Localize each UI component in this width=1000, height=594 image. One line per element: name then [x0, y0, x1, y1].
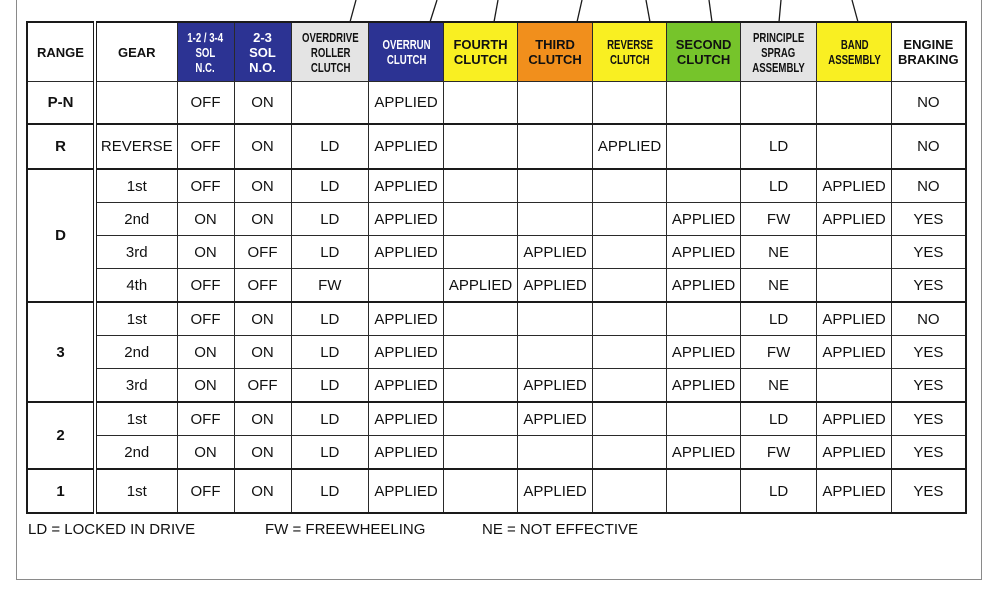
- table-cell: [667, 302, 741, 336]
- header-overrun-clutch: OVERRUN CLUTCH: [369, 22, 444, 82]
- table-cell: ON: [234, 336, 291, 369]
- table-cell: APPLIED: [369, 203, 444, 236]
- table-cell: YES: [892, 436, 966, 470]
- table-cell: APPLIED: [444, 269, 518, 303]
- table-cell: APPLIED: [817, 302, 892, 336]
- table-cell: ON: [177, 203, 234, 236]
- table-row: [27, 436, 966, 470]
- table-cell: [667, 402, 741, 436]
- legend-ld: LD = LOCKED IN DRIVE: [28, 521, 196, 538]
- table-row: [27, 236, 966, 269]
- gear-cell: 2nd: [95, 436, 177, 470]
- table-row: [27, 402, 966, 436]
- table-cell: APPLIED: [817, 169, 892, 203]
- table-cell: YES: [892, 236, 966, 269]
- table-cell: FW: [741, 203, 817, 236]
- table-cell: [593, 82, 667, 125]
- clutch-application-chart: [26, 21, 967, 514]
- gear-cell: 1st: [95, 169, 177, 203]
- table-cell: [518, 302, 593, 336]
- table-cell: APPLIED: [817, 436, 892, 470]
- table-cell: YES: [892, 369, 966, 403]
- header-range: RANGE: [27, 22, 95, 82]
- range-label: P-N: [27, 82, 95, 125]
- table-cell: NE: [741, 236, 817, 269]
- range-label: 3: [27, 302, 95, 402]
- table-cell: LD: [741, 469, 817, 513]
- table-cell: YES: [892, 203, 966, 236]
- table-cell: OFF: [177, 169, 234, 203]
- gear-cell: REVERSE: [95, 124, 177, 169]
- table-cell: APPLIED: [518, 469, 593, 513]
- table-cell: APPLIED: [667, 436, 741, 470]
- table-cell: LD: [291, 236, 369, 269]
- table-cell: LD: [291, 336, 369, 369]
- table-row: [27, 203, 966, 236]
- header-reverse-clutch: REVERSE CLUTCH: [593, 22, 667, 82]
- table-cell: [817, 82, 892, 125]
- header-band-assembly: BAND ASSEMBLY: [817, 22, 892, 82]
- table-cell: LD: [291, 469, 369, 513]
- table-row: [27, 124, 966, 169]
- gear-cell: 3rd: [95, 369, 177, 403]
- table-cell: YES: [892, 336, 966, 369]
- table-row: [27, 302, 966, 336]
- table-row: [27, 82, 966, 125]
- table-cell: [593, 169, 667, 203]
- header-gear: GEAR: [95, 22, 177, 82]
- table-cell: [741, 82, 817, 125]
- table-cell: APPLIED: [369, 169, 444, 203]
- table-cell: ON: [177, 336, 234, 369]
- table-cell: [444, 302, 518, 336]
- range-label: R: [27, 124, 95, 169]
- table-cell: APPLIED: [667, 269, 741, 303]
- table-cell: [291, 82, 369, 125]
- gear-cell: 3rd: [95, 236, 177, 269]
- table-cell: APPLIED: [593, 124, 667, 169]
- table-cell: [593, 369, 667, 403]
- header-row: [27, 22, 966, 82]
- table-cell: LD: [741, 169, 817, 203]
- header-engine-braking: ENGINE BRAKING: [892, 22, 966, 82]
- table-cell: LD: [291, 169, 369, 203]
- range-label: D: [27, 169, 95, 302]
- gear-cell: 1st: [95, 402, 177, 436]
- table-cell: [518, 436, 593, 470]
- table-cell: [369, 269, 444, 303]
- table-cell: APPLIED: [369, 469, 444, 513]
- header-sol-12-34: 1-2 / 3-4 SOL N.C.: [177, 22, 234, 82]
- table-cell: LD: [741, 402, 817, 436]
- table-cell: APPLIED: [369, 82, 444, 125]
- table-cell: LD: [291, 124, 369, 169]
- table-cell: APPLIED: [369, 336, 444, 369]
- table-row: [27, 369, 966, 403]
- table-cell: NO: [892, 82, 966, 125]
- header-principle-sprag-assembly: PRINCIPLE SPRAG ASSEMBLY: [741, 22, 817, 82]
- gear-cell: 1st: [95, 302, 177, 336]
- table-cell: [444, 402, 518, 436]
- table-cell: [518, 336, 593, 369]
- table-cell: ON: [234, 169, 291, 203]
- table-cell: [593, 402, 667, 436]
- table-cell: YES: [892, 402, 966, 436]
- table-row: [27, 469, 966, 513]
- table-cell: APPLIED: [667, 369, 741, 403]
- table-row: [27, 336, 966, 369]
- table-cell: YES: [892, 269, 966, 303]
- table-cell: [667, 169, 741, 203]
- table-cell: [667, 469, 741, 513]
- header-overdrive-roller-clutch: OVERDRIVE ROLLER CLUTCH: [291, 22, 369, 82]
- table-cell: APPLIED: [817, 469, 892, 513]
- table-cell: ON: [177, 236, 234, 269]
- table-cell: APPLIED: [369, 436, 444, 470]
- table-cell: [667, 124, 741, 169]
- table-cell: [518, 82, 593, 125]
- table-row: [27, 269, 966, 303]
- legend-ne: NE = NOT EFFECTIVE: [482, 521, 638, 538]
- table-cell: OFF: [234, 369, 291, 403]
- table-cell: APPLIED: [369, 236, 444, 269]
- table-cell: OFF: [234, 269, 291, 303]
- table-cell: [444, 369, 518, 403]
- table-cell: APPLIED: [369, 124, 444, 169]
- table-cell: [593, 436, 667, 470]
- header-sol-23: 2-3 SOL N.O.: [234, 22, 291, 82]
- table-cell: NO: [892, 169, 966, 203]
- table-cell: NO: [892, 302, 966, 336]
- table-cell: FW: [741, 336, 817, 369]
- table-cell: APPLIED: [817, 336, 892, 369]
- table-cell: LD: [291, 203, 369, 236]
- table-cell: APPLIED: [518, 236, 593, 269]
- table-cell: [593, 236, 667, 269]
- table-cell: NE: [741, 369, 817, 403]
- table-cell: [518, 124, 593, 169]
- gear-cell: [95, 82, 177, 125]
- table-cell: [444, 169, 518, 203]
- table-cell: OFF: [234, 236, 291, 269]
- table-cell: OFF: [177, 269, 234, 303]
- table-cell: NO: [892, 124, 966, 169]
- table-cell: APPLIED: [518, 269, 593, 303]
- header-third-clutch: THIRD CLUTCH: [518, 22, 593, 82]
- table-cell: APPLIED: [518, 369, 593, 403]
- table-cell: APPLIED: [369, 302, 444, 336]
- table-cell: [817, 269, 892, 303]
- table-cell: ON: [177, 369, 234, 403]
- table-cell: APPLIED: [518, 402, 593, 436]
- table-cell: [667, 82, 741, 125]
- table-cell: APPLIED: [817, 203, 892, 236]
- table-cell: APPLIED: [369, 369, 444, 403]
- table-cell: [593, 269, 667, 303]
- table-cell: APPLIED: [817, 402, 892, 436]
- table-cell: [593, 203, 667, 236]
- header-fourth-clutch: FOURTH CLUTCH: [444, 22, 518, 82]
- table-cell: ON: [234, 302, 291, 336]
- table-cell: [444, 436, 518, 470]
- table-cell: [444, 336, 518, 369]
- table-cell: OFF: [177, 469, 234, 513]
- table-cell: [518, 203, 593, 236]
- table-cell: ON: [234, 124, 291, 169]
- range-label: 2: [27, 402, 95, 469]
- table-cell: [444, 124, 518, 169]
- gear-cell: 4th: [95, 269, 177, 303]
- table-cell: NE: [741, 269, 817, 303]
- table-cell: APPLIED: [369, 402, 444, 436]
- header-second-clutch: SECOND CLUTCH: [667, 22, 741, 82]
- table-cell: [593, 469, 667, 513]
- table-cell: LD: [291, 369, 369, 403]
- table-cell: APPLIED: [667, 203, 741, 236]
- table-cell: LD: [291, 436, 369, 470]
- legend-fw: FW = FREEWHEELING: [265, 521, 426, 538]
- table-cell: [444, 469, 518, 513]
- table-cell: LD: [741, 302, 817, 336]
- table-cell: FW: [741, 436, 817, 470]
- table-cell: [518, 169, 593, 203]
- table-cell: [593, 336, 667, 369]
- table-cell: [444, 203, 518, 236]
- table-cell: LD: [741, 124, 817, 169]
- table-cell: ON: [234, 436, 291, 470]
- table-cell: LD: [291, 402, 369, 436]
- range-label: 1: [27, 469, 95, 513]
- table-cell: OFF: [177, 302, 234, 336]
- gear-cell: 2nd: [95, 336, 177, 369]
- table-cell: [593, 302, 667, 336]
- table-cell: APPLIED: [667, 336, 741, 369]
- table-row: [27, 169, 966, 203]
- table-cell: ON: [234, 469, 291, 513]
- table-cell: [817, 236, 892, 269]
- table-cell: [817, 369, 892, 403]
- table-cell: [817, 124, 892, 169]
- table-cell: OFF: [177, 124, 234, 169]
- table-cell: [444, 236, 518, 269]
- gear-cell: 1st: [95, 469, 177, 513]
- table-cell: [444, 82, 518, 125]
- table-cell: OFF: [177, 402, 234, 436]
- gear-cell: 2nd: [95, 203, 177, 236]
- table-cell: YES: [892, 469, 966, 513]
- table-cell: ON: [234, 203, 291, 236]
- table-cell: ON: [234, 402, 291, 436]
- table-cell: LD: [291, 302, 369, 336]
- table-cell: FW: [291, 269, 369, 303]
- table-cell: ON: [234, 82, 291, 125]
- table-cell: ON: [177, 436, 234, 470]
- table-cell: OFF: [177, 82, 234, 125]
- table-cell: APPLIED: [667, 236, 741, 269]
